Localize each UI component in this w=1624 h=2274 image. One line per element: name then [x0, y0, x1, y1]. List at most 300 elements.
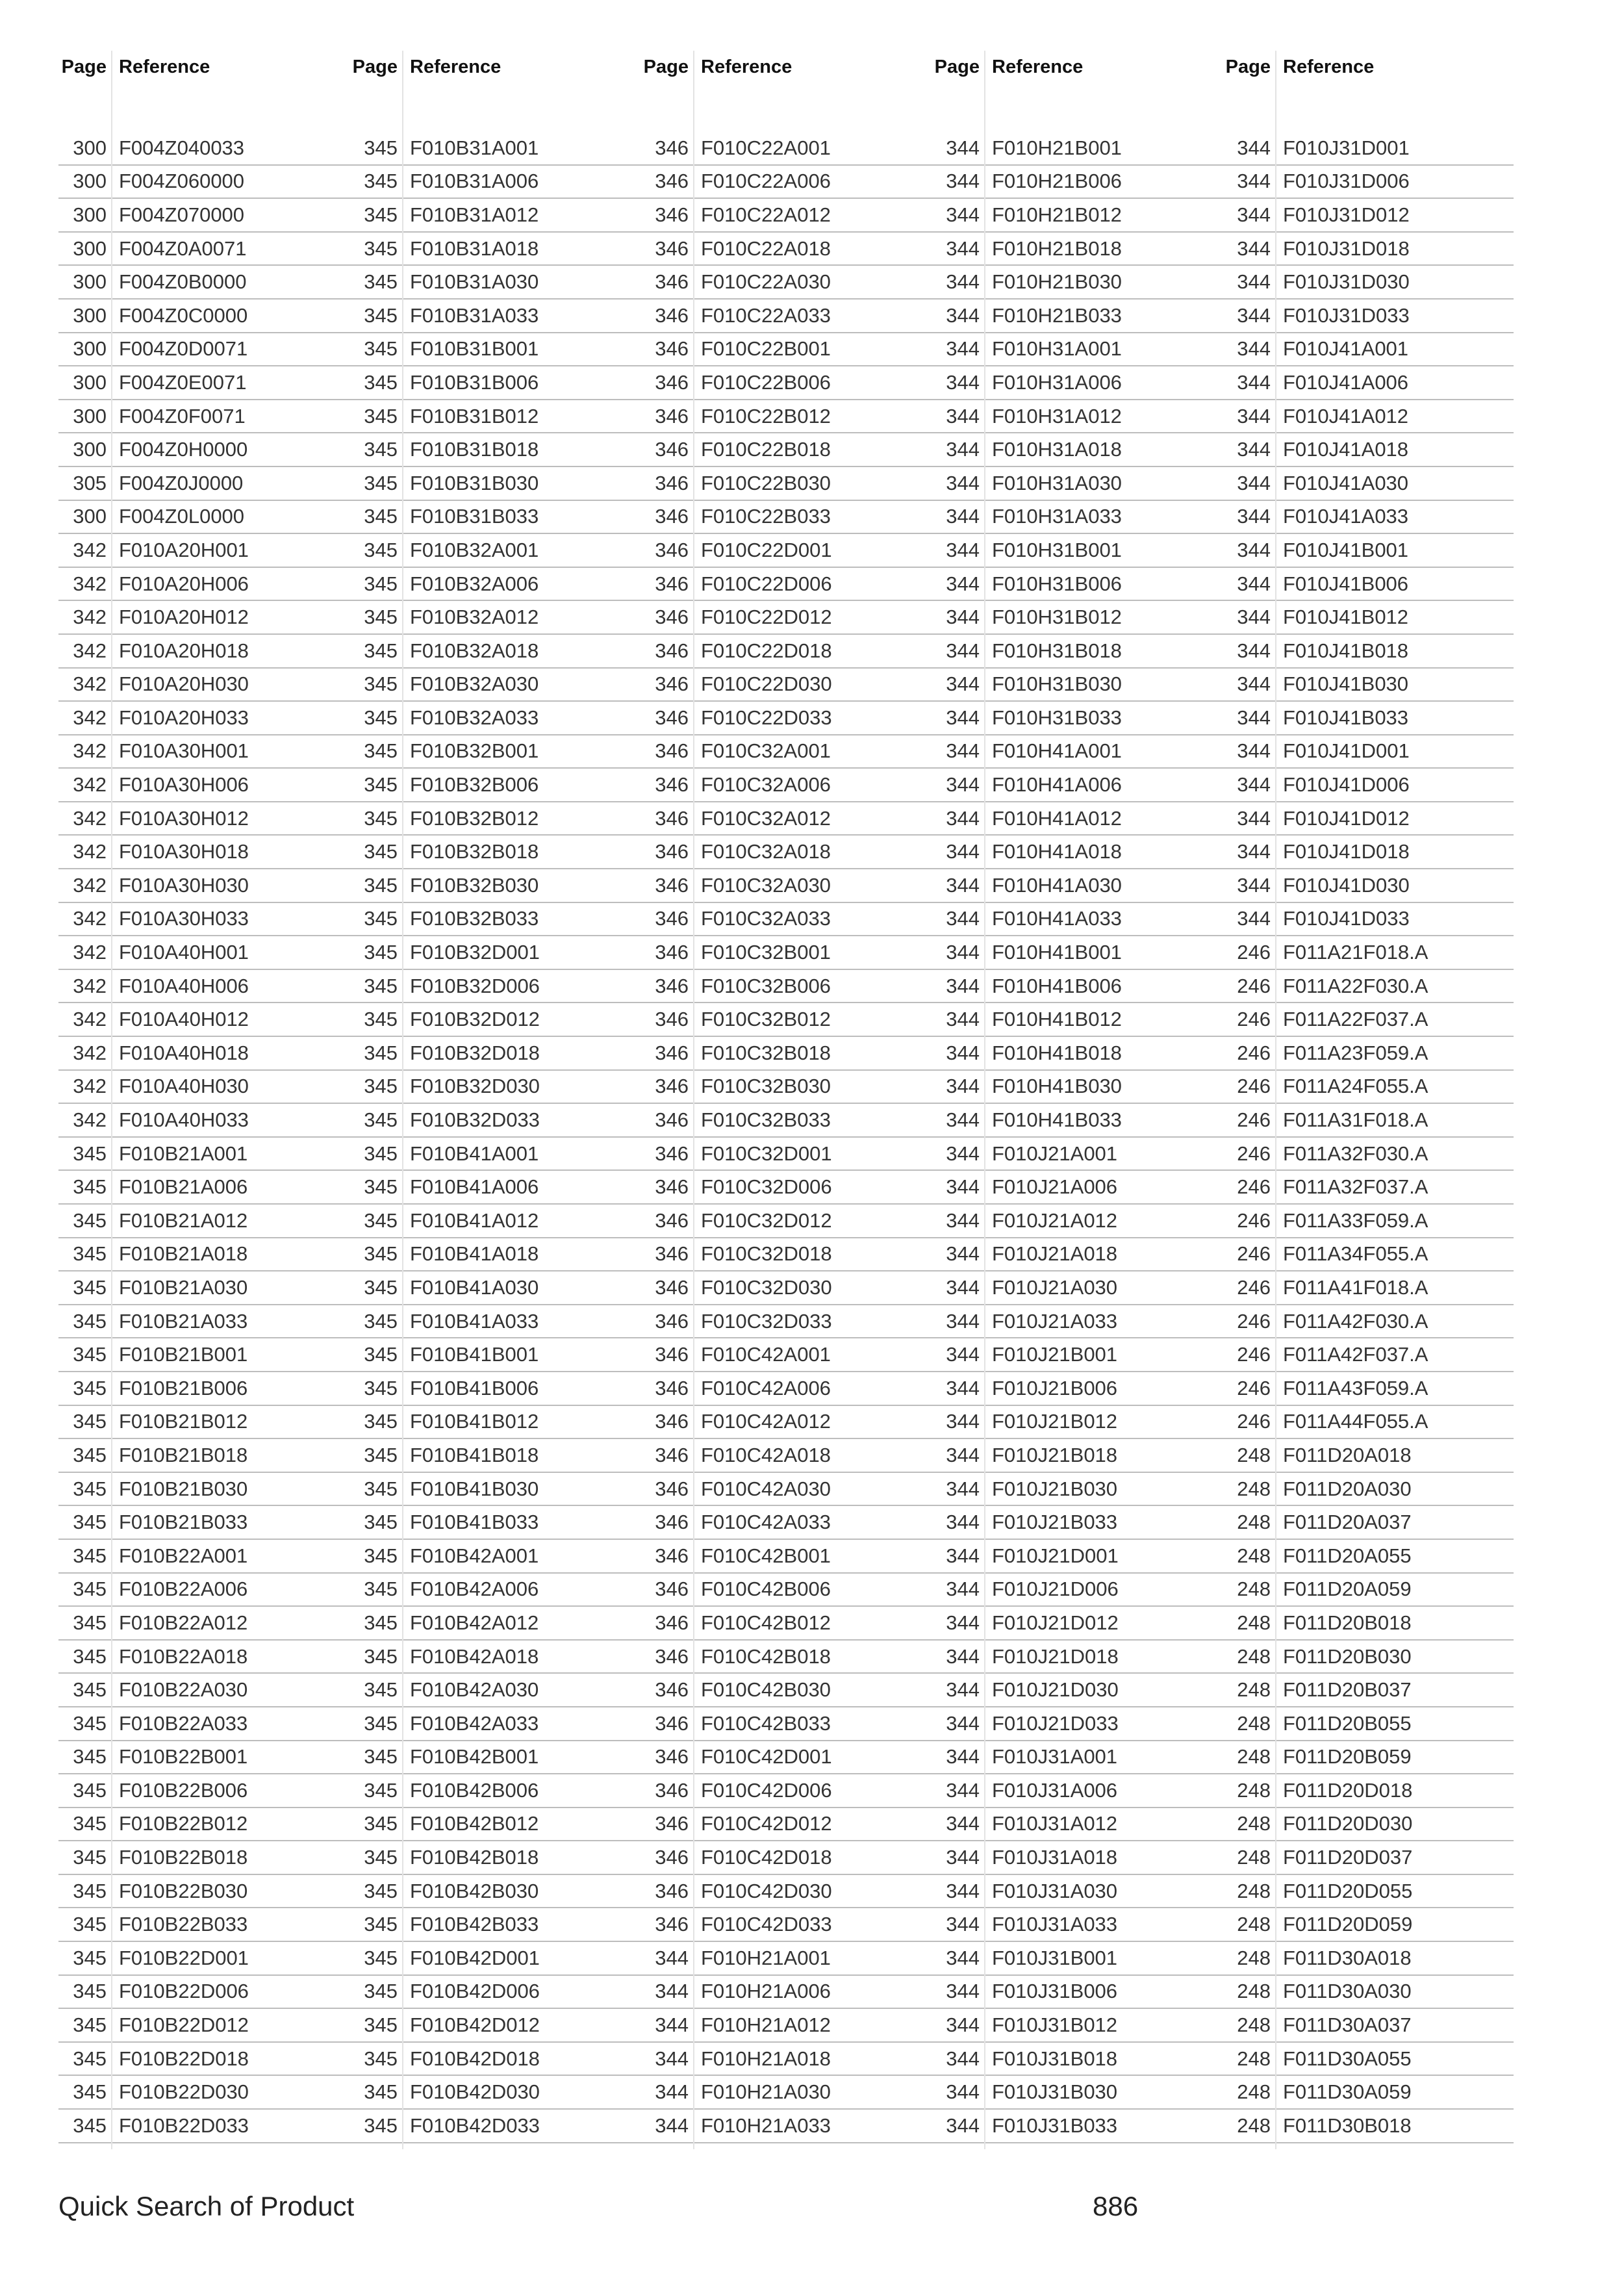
reference-cell: F010B31B012 — [410, 404, 539, 428]
rows-container — [1223, 132, 1514, 2143]
table-row — [58, 936, 349, 970]
table-row — [58, 266, 349, 300]
reference-cell: F010B41A033 — [410, 1309, 539, 1333]
reference-cell: F010B41A001 — [410, 1142, 539, 1165]
reference-cell: F010B22B001 — [119, 1745, 248, 1769]
page-number-cell: 345 — [73, 1913, 107, 1936]
reference-cell: F010B21A030 — [119, 1275, 248, 1299]
reference-cell: F010B42A030 — [410, 1678, 539, 1702]
reference-cell: F011D20B030 — [1283, 1644, 1412, 1668]
page-number-cell: 345 — [364, 438, 398, 461]
table-row — [349, 1741, 641, 1775]
reference-cell: F010J41B006 — [1283, 572, 1409, 595]
reference-cell: F010B42A001 — [410, 1544, 539, 1567]
reference-cell: F010B21B030 — [119, 1477, 248, 1500]
table-row — [1223, 936, 1514, 970]
page-number-cell: 344 — [655, 2047, 689, 2070]
table-row — [1223, 702, 1514, 735]
table-row — [58, 166, 349, 199]
page-header: Page — [1225, 56, 1271, 77]
page-number-cell: 248 — [1237, 1511, 1271, 1534]
table-row — [932, 1003, 1223, 1037]
table-row — [932, 1641, 1223, 1674]
table-row — [349, 1037, 641, 1071]
reference-cell: F011A42F030.A — [1283, 1309, 1428, 1333]
page-number-cell: 300 — [73, 303, 107, 327]
table-row — [932, 1976, 1223, 2010]
table-row — [58, 2043, 349, 2076]
table-row — [1223, 333, 1514, 367]
page-number-cell: 345 — [73, 1410, 107, 1433]
page-number-cell: 344 — [946, 1142, 980, 1165]
page-number-cell: 248 — [1237, 1745, 1271, 1769]
table-row — [349, 2076, 641, 2110]
page-number-cell: 344 — [946, 1108, 980, 1132]
reference-cell: F010B42A033 — [410, 1711, 539, 1735]
reference-cell: F010C42D006 — [701, 1778, 832, 1802]
page-number-cell: 344 — [946, 1980, 980, 2003]
table-row — [58, 2076, 349, 2110]
page-number-cell: 345 — [364, 1544, 398, 1567]
reference-cell: F010A30H018 — [119, 840, 249, 863]
page-number-cell: 346 — [655, 404, 689, 428]
reference-cell: F010B32B001 — [410, 739, 539, 763]
table-row — [58, 1574, 349, 1607]
reference-cell: F011D20B018 — [1283, 1611, 1412, 1634]
table-row — [641, 1841, 932, 1875]
page-number-cell: 344 — [946, 505, 980, 528]
page-number-cell: 344 — [946, 974, 980, 997]
column-separator — [111, 51, 112, 2149]
table-row — [641, 400, 932, 434]
page-number-cell: 346 — [655, 1242, 689, 1266]
page-number-cell: 344 — [946, 739, 980, 763]
table-row — [58, 568, 349, 602]
page-number-cell: 346 — [655, 1711, 689, 1735]
reference-cell: F010H21B001 — [992, 136, 1122, 159]
reference-cell: F010C22D006 — [701, 572, 832, 595]
page-number-cell: 345 — [364, 1711, 398, 1735]
table-row — [349, 836, 641, 869]
table-row — [349, 1774, 641, 1808]
page-number-cell: 345 — [364, 974, 398, 997]
page-number-cell: 300 — [73, 136, 107, 159]
reference-cell: F010J21D012 — [992, 1611, 1119, 1634]
reference-cell: F010A30H033 — [119, 907, 249, 930]
table-row — [932, 1406, 1223, 1440]
page-number-cell: 346 — [655, 974, 689, 997]
page-number-cell: 344 — [1237, 572, 1271, 595]
reference-cell: F010B41A006 — [410, 1175, 539, 1199]
reference-cell: F010B31A030 — [410, 270, 539, 294]
table-row — [58, 769, 349, 802]
table-row — [932, 467, 1223, 501]
reference-cell: F010B31A018 — [410, 236, 539, 260]
table-row — [349, 1506, 641, 1540]
reference-cell: F011A33F059.A — [1283, 1208, 1428, 1232]
page-number-cell: 344 — [946, 1008, 980, 1031]
reference-header: Reference — [701, 56, 793, 77]
reference-cell: F010C22D033 — [701, 706, 832, 729]
page-number-cell: 345 — [364, 538, 398, 561]
reference-cell: F010J41D033 — [1283, 907, 1410, 930]
reference-cell: F004Z0L0000 — [119, 505, 245, 528]
reference-cell: F010B22B012 — [119, 1812, 248, 1835]
column-separator — [984, 51, 985, 2149]
reference-cell: F010B31B033 — [410, 505, 539, 528]
index-column-4 — [932, 51, 1223, 2149]
page-number-cell: 344 — [946, 672, 980, 696]
page-number-cell: 346 — [655, 1041, 689, 1064]
page-number-cell: 248 — [1237, 1812, 1271, 1835]
table-row — [641, 669, 932, 702]
reference-cell: F010J21D030 — [992, 1678, 1119, 1702]
page-number-cell: 346 — [655, 1343, 689, 1366]
reference-cell: F010H21A012 — [701, 2013, 831, 2037]
table-row — [641, 2043, 932, 2076]
reference-cell: F010H21B033 — [992, 303, 1122, 327]
table-row — [1223, 2076, 1514, 2110]
table-row — [349, 1104, 641, 1138]
table-row — [932, 132, 1223, 166]
page-number-cell: 344 — [655, 2013, 689, 2037]
reference-cell: F010H31B030 — [992, 672, 1122, 696]
page-header: Page — [643, 56, 689, 77]
table-row — [641, 802, 932, 836]
reference-cell: F010A40H001 — [119, 941, 249, 964]
reference-cell: F010C22A001 — [701, 136, 831, 159]
table-row — [641, 1875, 932, 1909]
page-number-cell: 346 — [655, 303, 689, 327]
table-row — [641, 300, 932, 333]
page-number-cell: 345 — [73, 1846, 107, 1869]
page-number-cell: 342 — [73, 773, 107, 797]
table-row — [1223, 1774, 1514, 1808]
table-row — [58, 467, 349, 501]
reference-cell: F010J31A012 — [992, 1812, 1118, 1835]
reference-cell: F010B22A030 — [119, 1678, 248, 1702]
page-number-cell: 342 — [73, 672, 107, 696]
table-row — [1223, 1741, 1514, 1775]
page-number-cell: 248 — [1237, 1879, 1271, 1902]
page-number-cell: 346 — [655, 1846, 689, 1869]
page-number-cell: 345 — [364, 203, 398, 226]
table-row — [641, 199, 932, 233]
page-number-cell: 344 — [946, 337, 980, 361]
table-row — [58, 1741, 349, 1775]
page-number-cell: 345 — [73, 1511, 107, 1534]
reference-cell: F010B32A030 — [410, 672, 539, 696]
page-number-cell: 342 — [73, 606, 107, 629]
table-row — [1223, 669, 1514, 702]
reference-cell: F010J31B030 — [992, 2080, 1118, 2104]
reference-cell: F010C42A012 — [701, 1410, 831, 1433]
reference-cell: F010C42D012 — [701, 1812, 832, 1835]
table-row — [58, 1506, 349, 1540]
page-number-cell: 344 — [946, 538, 980, 561]
table-row — [349, 1372, 641, 1406]
page-number-cell: 300 — [73, 438, 107, 461]
page-number-cell: 345 — [73, 1946, 107, 1969]
page-number-cell: 345 — [73, 1678, 107, 1702]
reference-cell: F010C32D030 — [701, 1275, 832, 1299]
reference-cell: F010C22D012 — [701, 606, 832, 629]
reference-cell: F004Z040033 — [119, 136, 245, 159]
table-row — [349, 467, 641, 501]
reference-cell: F010C42D030 — [701, 1879, 832, 1902]
table-row — [641, 1271, 932, 1305]
table-row — [932, 1908, 1223, 1942]
reference-cell: F011D30A059 — [1283, 2080, 1412, 2104]
table-row — [641, 266, 932, 300]
page-number-cell: 345 — [364, 1142, 398, 1165]
table-row — [1223, 2043, 1514, 2076]
page-number-cell: 345 — [364, 370, 398, 394]
page-number-cell: 246 — [1237, 941, 1271, 964]
reference-cell: F010B22A012 — [119, 1611, 248, 1634]
table-row — [58, 903, 349, 937]
reference-cell: F010A20H018 — [119, 639, 249, 662]
reference-cell: F010C32A033 — [701, 907, 831, 930]
reference-cell: F010A20H001 — [119, 538, 249, 561]
page-number-cell: 344 — [946, 2114, 980, 2137]
reference-cell: F010B42A006 — [410, 1578, 539, 1601]
reference-cell: F011A32F037.A — [1283, 1175, 1428, 1199]
reference-cell: F010B31A001 — [410, 136, 539, 159]
reference-cell: F010J31D006 — [1283, 170, 1410, 193]
page-number-cell: 344 — [946, 1376, 980, 1399]
reference-cell: F010B42B030 — [410, 1879, 539, 1902]
table-row — [58, 1071, 349, 1105]
reference-cell: F010H21A018 — [701, 2047, 831, 2070]
table-row — [349, 1674, 641, 1707]
table-row — [349, 601, 641, 635]
page-number-cell: 346 — [655, 1544, 689, 1567]
reference-cell: F010J21D033 — [992, 1711, 1119, 1735]
page-number-cell: 345 — [364, 806, 398, 830]
column-header — [58, 51, 349, 83]
table-row — [58, 366, 349, 400]
table-row — [58, 1037, 349, 1071]
reference-cell: F010J41B018 — [1283, 639, 1409, 662]
table-row — [1223, 869, 1514, 903]
reference-cell: F010H31B001 — [992, 538, 1122, 561]
page-number-cell: 346 — [655, 538, 689, 561]
reference-cell: F010J21D018 — [992, 1644, 1119, 1668]
page-number-cell: 344 — [1237, 136, 1271, 159]
table-row — [58, 869, 349, 903]
table-row — [58, 1942, 349, 1976]
reference-cell: F010J21B001 — [992, 1343, 1118, 1366]
reference-cell: F011D20A018 — [1283, 1443, 1412, 1466]
page-number-cell: 344 — [1237, 606, 1271, 629]
reference-cell: F011D20B055 — [1283, 1711, 1412, 1735]
page-number-cell: 345 — [73, 1242, 107, 1266]
table-row — [349, 1942, 641, 1976]
page-number-cell: 344 — [946, 1075, 980, 1098]
page-number-cell: 246 — [1237, 1410, 1271, 1433]
page-number-cell: 248 — [1237, 1980, 1271, 2003]
table-row — [1223, 300, 1514, 333]
page-number-cell: 345 — [364, 1611, 398, 1634]
reference-cell: F010B21B018 — [119, 1443, 248, 1466]
reference-cell: F010C32D033 — [701, 1309, 832, 1333]
table-row — [349, 568, 641, 602]
page-number-cell: 345 — [364, 907, 398, 930]
reference-cell: F010C42B006 — [701, 1578, 831, 1601]
page-number-cell: 344 — [1237, 639, 1271, 662]
table-row — [58, 1271, 349, 1305]
table-row — [932, 1841, 1223, 1875]
table-row — [349, 1976, 641, 2010]
table-row — [1223, 568, 1514, 602]
reference-cell: F010J41B033 — [1283, 706, 1409, 729]
page-number-cell: 345 — [364, 672, 398, 696]
table-row — [1223, 1841, 1514, 1875]
page-number-cell: 346 — [655, 739, 689, 763]
page-number-cell: 246 — [1237, 1309, 1271, 1333]
page-number-cell: 344 — [655, 2080, 689, 2104]
page-number-cell: 342 — [73, 572, 107, 595]
table-row — [58, 400, 349, 434]
table-row — [641, 366, 932, 400]
table-row — [932, 300, 1223, 333]
reference-cell: F010C42B018 — [701, 1644, 831, 1668]
reference-cell: F010J41A006 — [1283, 370, 1409, 394]
reference-cell: F010C42A030 — [701, 1477, 831, 1500]
reference-cell: F010J31A033 — [992, 1913, 1118, 1936]
page-number-cell: 346 — [655, 773, 689, 797]
page-number-cell: 345 — [364, 873, 398, 897]
index-column-3 — [641, 51, 932, 2149]
table-row — [641, 1774, 932, 1808]
table-row — [58, 534, 349, 568]
reference-cell: F010B31B030 — [410, 471, 539, 494]
reference-cell: F010C32D018 — [701, 1242, 832, 1266]
reference-cell: F010J41A012 — [1283, 404, 1409, 428]
table-row — [58, 1976, 349, 2010]
page-number-cell: 346 — [655, 1578, 689, 1601]
table-row — [641, 132, 932, 166]
table-row — [1223, 1071, 1514, 1105]
table-row — [932, 1674, 1223, 1707]
page-number-cell: 344 — [946, 1644, 980, 1668]
page-number-cell: 300 — [73, 337, 107, 361]
table-row — [1223, 1372, 1514, 1406]
page-number-cell: 344 — [946, 1544, 980, 1567]
page-number-cell: 346 — [655, 1075, 689, 1098]
reference-cell: F010C22A030 — [701, 270, 831, 294]
page-number-cell: 344 — [946, 873, 980, 897]
reference-cell: F010B21B001 — [119, 1343, 248, 1366]
page-number-cell: 300 — [73, 404, 107, 428]
page-number-cell: 345 — [364, 1778, 398, 1802]
table-row — [58, 132, 349, 166]
table-row — [58, 1372, 349, 1406]
page-number-cell: 345 — [364, 170, 398, 193]
table-row — [1223, 433, 1514, 467]
table-row — [58, 1003, 349, 1037]
table-row — [932, 2076, 1223, 2110]
reference-cell: F010C32B001 — [701, 941, 831, 964]
table-row — [932, 1205, 1223, 1238]
reference-cell: F011D20B037 — [1283, 1678, 1412, 1702]
page-number-cell: 248 — [1237, 1544, 1271, 1567]
table-row — [932, 601, 1223, 635]
page-number-cell: 344 — [1237, 538, 1271, 561]
table-row — [349, 936, 641, 970]
table-row — [932, 366, 1223, 400]
table-row — [1223, 1908, 1514, 1942]
reference-cell: F010H41B001 — [992, 941, 1122, 964]
reference-cell: F010B21B012 — [119, 1410, 248, 1433]
table-row — [932, 1439, 1223, 1473]
table-row — [1223, 1406, 1514, 1440]
page-number-cell: 342 — [73, 1008, 107, 1031]
table-row — [349, 366, 641, 400]
page-number-cell: 344 — [946, 1410, 980, 1433]
table-row — [1223, 1574, 1514, 1607]
page-number-cell: 346 — [655, 505, 689, 528]
reference-cell: F010H21B018 — [992, 236, 1122, 260]
page-number-cell: 344 — [1237, 773, 1271, 797]
page-number-cell: 346 — [655, 873, 689, 897]
reference-cell: F010A40H030 — [119, 1075, 249, 1098]
reference-cell: F010B32A001 — [410, 538, 539, 561]
page-number-cell: 345 — [73, 2047, 107, 2070]
page-number-cell: 344 — [946, 1275, 980, 1299]
page-number-cell: 346 — [655, 1410, 689, 1433]
table-row — [58, 669, 349, 702]
reference-cell: F004Z0B0000 — [119, 270, 247, 294]
page-number-cell: 344 — [1237, 438, 1271, 461]
reference-cell: F010B41B012 — [410, 1410, 539, 1433]
table-row — [932, 1574, 1223, 1607]
reference-cell: F010C32A030 — [701, 873, 831, 897]
page-number-cell: 246 — [1237, 1175, 1271, 1199]
page-number-cell: 342 — [73, 639, 107, 662]
page-number-cell: 246 — [1237, 974, 1271, 997]
reference-cell: F010B31A033 — [410, 303, 539, 327]
table-row — [349, 132, 641, 166]
page-number-cell: 345 — [364, 303, 398, 327]
page-number-cell: 345 — [364, 1980, 398, 2003]
reference-cell: F010B31A012 — [410, 203, 539, 226]
page-number-cell: 345 — [364, 505, 398, 528]
page-number-cell: 248 — [1237, 1644, 1271, 1668]
page-number-cell: 344 — [946, 404, 980, 428]
table-row — [349, 1138, 641, 1171]
table-row — [932, 1104, 1223, 1138]
table-row — [932, 568, 1223, 602]
reference-cell: F010C22D030 — [701, 672, 832, 696]
table-row — [641, 433, 932, 467]
table-row — [641, 970, 932, 1004]
table-row — [58, 300, 349, 333]
reference-cell: F010J21A033 — [992, 1309, 1118, 1333]
table-row — [58, 1607, 349, 1641]
table-row — [1223, 1473, 1514, 1507]
table-row — [58, 1674, 349, 1707]
page-number-cell: 342 — [73, 1075, 107, 1098]
table-row — [58, 1171, 349, 1205]
reference-cell: F010H21A030 — [701, 2080, 831, 2104]
reference-cell: F010J21A018 — [992, 1242, 1118, 1266]
reference-cell: F011D20A030 — [1283, 1477, 1412, 1500]
page-number-cell: 345 — [73, 2013, 107, 2037]
reference-cell: F010J31D001 — [1283, 136, 1410, 159]
page-number-cell: 346 — [655, 1678, 689, 1702]
